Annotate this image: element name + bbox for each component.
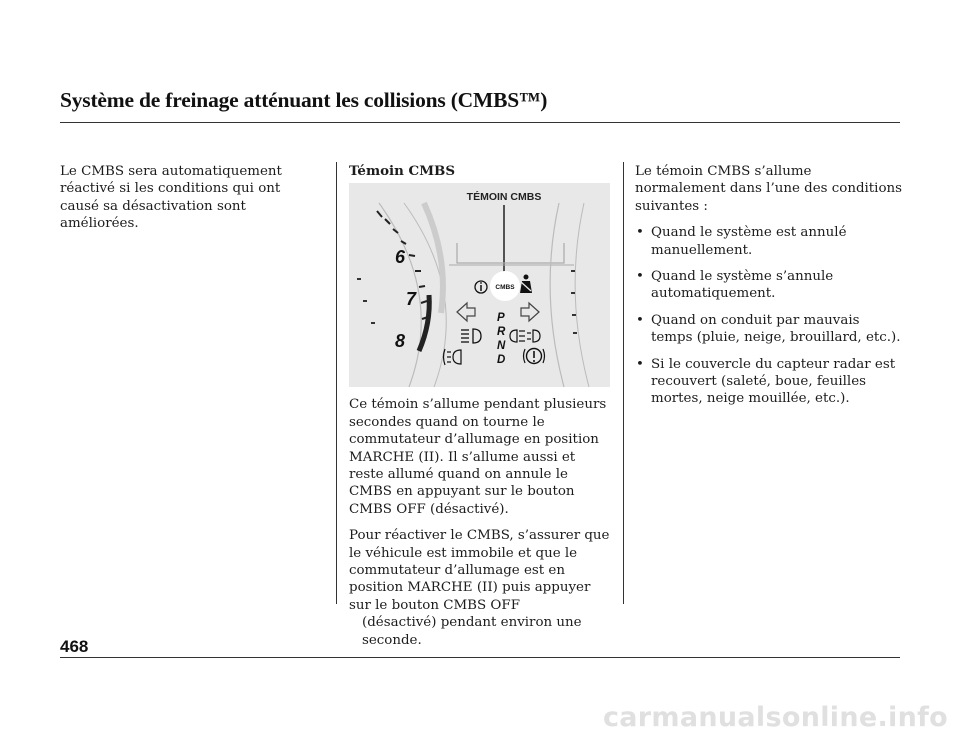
reactivation-instructions-paragraph — [349, 527, 611, 649]
front-fog-icon — [527, 330, 540, 342]
high-beam-icon — [461, 329, 481, 343]
cmbs-indicator-heading: Témoin CMBS — [349, 163, 455, 179]
header-rule — [60, 122, 900, 123]
conditions-intro: Le témoin CMBS s’allume normalement dans l’une des conditions suivantes : — [635, 164, 903, 214]
info-icon — [475, 281, 487, 293]
tach-number-7: 7 — [406, 289, 417, 310]
watermark: carmanualsonline.info — [602, 702, 948, 733]
list-item-text: Quand le système s’annule automatiquement. — [651, 269, 834, 302]
bullet-icon: • — [636, 225, 644, 241]
tach-number-8: 8 — [395, 331, 406, 352]
rear-fog-icon — [510, 330, 525, 342]
speedo-outer-ring — [575, 203, 589, 387]
column-divider-1 — [336, 162, 337, 604]
page-title: Système de freinage atténuant les collisions (CMBS™) — [60, 88, 548, 112]
left-gauge-marks — [357, 279, 375, 323]
bullet-icon: • — [636, 312, 644, 328]
column-divider-2 — [623, 162, 624, 604]
list-item-text: Si le couvercle du capteur radar est recouvert (saleté, boue, feuilles mortes, neige mouillée, etc.). — [651, 356, 896, 407]
reactivation-paragraph: Le CMBS sera automatiquement réactivé si les conditions qui ont causé sa désactivation sont améliorées. — [60, 164, 282, 232]
speedo-marks — [571, 271, 577, 333]
callout-label: TÉMOIN CMBS — [466, 191, 542, 204]
fog-light-icon — [444, 349, 462, 365]
page-number: 468 — [60, 637, 89, 656]
column-1 — [60, 163, 322, 242]
tach-number-6: 6 — [395, 247, 406, 268]
gear-n: N — [497, 340, 506, 353]
gear-r: R — [497, 326, 506, 339]
brake-warning-icon — [524, 349, 545, 364]
column-2 — [349, 163, 611, 658]
bullet-icon: • — [636, 356, 644, 372]
seatbelt-icon — [520, 275, 532, 294]
column-3 — [635, 163, 905, 417]
reactivation-instructions-main: Pour réactiver le CMBS, s’assurer que le véhicule est immobile et que le commutateur d’allumage est en position MARCHE (II) puis appuyer sur le bouton CMBS OFF — [349, 528, 610, 613]
instrument-cluster-illustration — [349, 183, 610, 387]
conditions-list — [635, 224, 905, 408]
center-panel-frame — [457, 243, 564, 263]
cmbs-indicator-text: CMBS — [495, 284, 515, 292]
instrument-cluster-figure — [349, 183, 610, 387]
left-turn-signal-icon — [457, 303, 475, 321]
right-turn-signal-icon — [521, 303, 539, 321]
list-item — [635, 356, 905, 408]
list-item-text: Quand le système est annulé manuellement. — [651, 225, 847, 258]
reactivation-instructions-last-line: (désactivé) pendant environ une seconde. — [362, 615, 582, 648]
indicator-description-paragraph: Ce témoin s’allume pendant plusieurs secondes quand on tourne le commutateur d’allumage en position MARCHE (II). Il s’allume aussi et reste allumé quand on annule le CMBS en appuyant sur le bouton CMBS OFF (désactivé). — [349, 397, 607, 517]
speedo-inner-ring — [550, 203, 564, 387]
gear-p: P — [497, 312, 505, 325]
list-item-text: Quand on conduit par mauvais temps (pluie, neige, brouillard, etc.). — [651, 312, 901, 346]
list-item — [635, 224, 905, 259]
footer-rule — [60, 657, 900, 658]
gear-d: D — [497, 354, 506, 367]
bullet-icon: • — [636, 269, 644, 285]
list-item — [635, 268, 905, 303]
list-item — [635, 312, 905, 347]
